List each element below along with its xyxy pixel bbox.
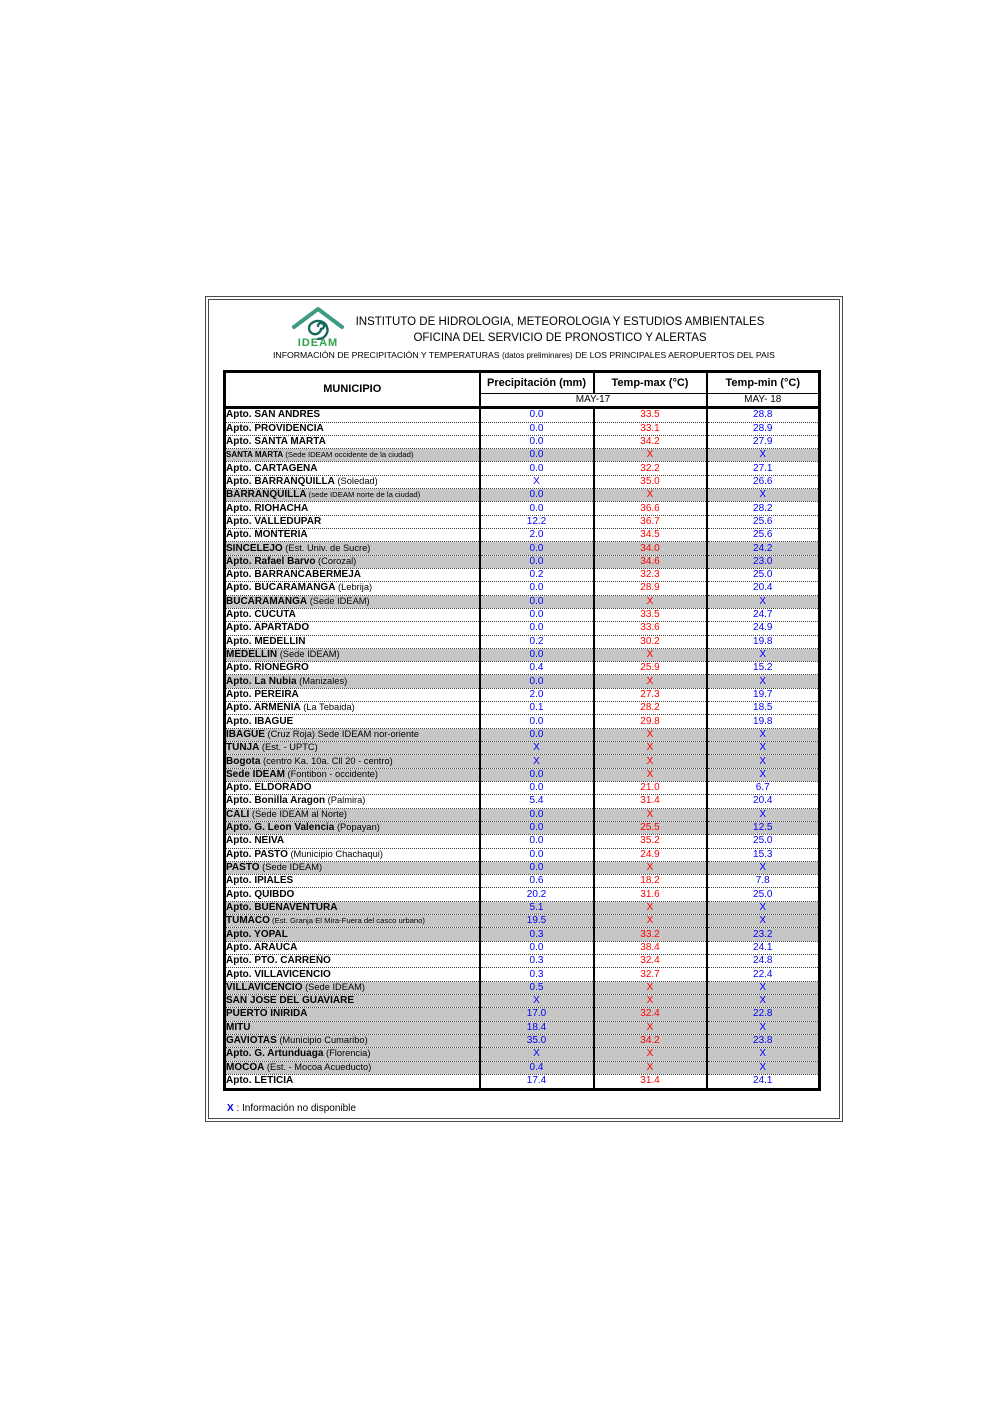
table-row: [225, 994, 820, 1007]
tempmin-value: 28.8: [707, 408, 820, 423]
tempmax-value: 33.5: [594, 608, 707, 621]
municipio-cell: Apto. Rafael Barvo (Corozal): [225, 555, 480, 568]
tempmin-value: X: [707, 755, 820, 768]
municipio-cell: Apto. BARRANCABERMEJA: [225, 568, 480, 581]
precipitacion-value: 17.0: [480, 1008, 594, 1021]
table-row: [225, 875, 820, 888]
tempmax-value: X: [594, 728, 707, 741]
precipitacion-value: 0.0: [480, 648, 594, 661]
municipio-cell: Apto. ELDORADO: [225, 781, 480, 794]
tempmax-value: 31.4: [594, 795, 707, 808]
municipio-cell: Apto. LETICIA: [225, 1074, 480, 1089]
tempmin-value: 19.8: [707, 715, 820, 728]
table-row: [225, 901, 820, 914]
municipio-cell: VILLAVICENCIO (Sede IDEAM): [225, 981, 480, 994]
tempmax-value: 25.5: [594, 821, 707, 834]
column-header-tempmax: Temp-max (°C): [594, 372, 707, 394]
municipio-cell: Apto. MONTERIA: [225, 529, 480, 542]
precipitacion-value: 0.2: [480, 568, 594, 581]
tempmin-value: 7.8: [707, 875, 820, 888]
tempmin-value: X: [707, 742, 820, 755]
table-row: [225, 928, 820, 941]
tempmax-value: 25.9: [594, 662, 707, 675]
tempmax-value: X: [594, 595, 707, 608]
table-row: [225, 1021, 820, 1034]
municipio-cell: Apto. G. Artunduaga (Florencia): [225, 1048, 480, 1061]
tempmin-value: 23.2: [707, 928, 820, 941]
precipitacion-value: 0.4: [480, 662, 594, 675]
precipitacion-value: 35.0: [480, 1034, 594, 1047]
table-row: [225, 821, 820, 834]
tempmin-value: 24.1: [707, 1074, 820, 1089]
tempmin-value: X: [707, 1061, 820, 1074]
document-frame: [205, 296, 843, 1122]
report-subtitle-prefix: INFORMACIÓN DE PRECIPITACIÓN Y TEMPERATURAS: [273, 350, 502, 360]
tempmin-value: 26.6: [707, 475, 820, 488]
tempmax-value: X: [594, 742, 707, 755]
table-row: [225, 981, 820, 994]
precipitacion-value: 0.0: [480, 595, 594, 608]
municipio-cell: BARRANQUILLA (sede IDEAM norte de la ciudad): [225, 489, 480, 502]
weather-table: [223, 370, 821, 1091]
tempmax-value: X: [594, 1021, 707, 1034]
municipio-cell: Apto. MEDELLIN: [225, 635, 480, 648]
precipitacion-value: 0.0: [480, 768, 594, 781]
municipio-cell: Apto. IBAGUE: [225, 715, 480, 728]
precipitacion-value: 19.5: [480, 915, 594, 928]
legend-text: : Información no disponible: [236, 1103, 356, 1114]
precipitacion-value: X: [480, 742, 594, 755]
table-row: [225, 608, 820, 621]
table-row: [225, 702, 820, 715]
tempmax-value: 30.2: [594, 635, 707, 648]
municipio-cell: Apto. YOPAL: [225, 928, 480, 941]
table-row: [225, 502, 820, 515]
table-row: [225, 622, 820, 635]
tempmin-value: 28.9: [707, 422, 820, 435]
ideam-logo: [289, 306, 347, 352]
table-row: [225, 422, 820, 435]
period-may17: MAY-17: [480, 394, 707, 408]
table-row: [225, 1061, 820, 1074]
tempmax-value: X: [594, 1048, 707, 1061]
tempmax-value: 35.0: [594, 475, 707, 488]
table-row: [225, 808, 820, 821]
municipio-cell: Apto. RIONEGRO: [225, 662, 480, 675]
org-title: INSTITUTO DE HIDROLOGIA, METEOROLOGIA Y ESTUDIOS AMBIENTALES: [355, 316, 765, 328]
table-row: [225, 915, 820, 928]
municipio-cell: Apto. APARTADO: [225, 622, 480, 635]
table-row: [225, 795, 820, 808]
tempmin-value: 23.8: [707, 1034, 820, 1047]
tempmin-value: 20.4: [707, 795, 820, 808]
tempmin-value: 22.4: [707, 968, 820, 981]
table-row: [225, 1048, 820, 1061]
precipitacion-value: 0.0: [480, 449, 594, 462]
table-row: [225, 542, 820, 555]
municipio-cell: Apto. IPIALES: [225, 875, 480, 888]
table-row: [225, 888, 820, 901]
precipitacion-value: 0.0: [480, 622, 594, 635]
municipio-cell: GAVIOTAS (Municipio Cumaribo): [225, 1034, 480, 1047]
tempmax-value: 34.0: [594, 542, 707, 555]
precipitacion-value: 0.0: [480, 835, 594, 848]
legend-x-symbol: X: [227, 1103, 234, 1114]
precipitacion-value: 0.0: [480, 941, 594, 954]
municipio-cell: Apto. G. Leon Valencia (Popayan): [225, 821, 480, 834]
municipio-cell: CALI (Sede IDEAM al Norte): [225, 808, 480, 821]
column-header-municipio: MUNICIPIO: [225, 372, 480, 408]
tempmax-value: 28.9: [594, 582, 707, 595]
tempmin-value: 12.5: [707, 821, 820, 834]
table-row: [225, 475, 820, 488]
municipio-cell: Sede IDEAM (Fontibon - occidente): [225, 768, 480, 781]
table-row: [225, 462, 820, 475]
tempmin-value: X: [707, 981, 820, 994]
table-row: [225, 742, 820, 755]
municipio-cell: Apto. VILLAVICENCIO: [225, 968, 480, 981]
municipio-cell: MEDELLIN (Sede IDEAM): [225, 648, 480, 661]
table-row: [225, 968, 820, 981]
precipitacion-value: 5.1: [480, 901, 594, 914]
municipio-cell: Apto. BUCARAMANGA (Lebrija): [225, 582, 480, 595]
tempmin-value: 15.3: [707, 848, 820, 861]
precipitacion-value: 0.0: [480, 542, 594, 555]
tempmin-value: X: [707, 489, 820, 502]
tempmax-value: 29.8: [594, 715, 707, 728]
municipio-cell: Apto. PEREIRA: [225, 688, 480, 701]
tempmin-value: 6.7: [707, 781, 820, 794]
period-may18: MAY- 18: [707, 394, 820, 408]
tempmax-value: 38.4: [594, 941, 707, 954]
tempmax-value: 28.2: [594, 702, 707, 715]
tempmin-value: X: [707, 1021, 820, 1034]
precipitacion-value: 0.4: [480, 1061, 594, 1074]
municipio-cell: TUMACO (Est. Granja El Mira-Fuera del casco urbano): [225, 915, 480, 928]
tempmax-value: 18.2: [594, 875, 707, 888]
table-row: [225, 1008, 820, 1021]
tempmax-value: X: [594, 861, 707, 874]
table-row: [225, 635, 820, 648]
tempmax-value: 32.4: [594, 955, 707, 968]
tempmin-value: 20.4: [707, 582, 820, 595]
precipitacion-value: 17.4: [480, 1074, 594, 1089]
precipitacion-value: 0.0: [480, 675, 594, 688]
precipitacion-value: 2.0: [480, 688, 594, 701]
tempmax-value: 36.7: [594, 515, 707, 528]
precipitacion-value: 0.0: [480, 821, 594, 834]
report-subtitle-paren: (datos preliminares): [501, 351, 573, 360]
precipitacion-value: 0.2: [480, 635, 594, 648]
municipio-cell: Apto. VALLEDUPAR: [225, 515, 480, 528]
tempmin-value: X: [707, 808, 820, 821]
tempmax-value: X: [594, 915, 707, 928]
tempmax-value: 34.6: [594, 555, 707, 568]
table-row: [225, 715, 820, 728]
tempmax-value: 31.6: [594, 888, 707, 901]
municipio-cell: TUNJA (Est. - UPTC): [225, 742, 480, 755]
legend-note: [227, 1103, 356, 1114]
tempmax-value: X: [594, 648, 707, 661]
table-row: [225, 568, 820, 581]
tempmax-value: 34.2: [594, 1034, 707, 1047]
table-row: [225, 595, 820, 608]
municipio-cell: Apto. NEIVA: [225, 835, 480, 848]
precipitacion-value: 0.1: [480, 702, 594, 715]
municipio-cell: Apto. ARAUCA: [225, 941, 480, 954]
table-row: [225, 941, 820, 954]
report-subtitle-suffix: DE LOS PRINCIPALES AEROPUERTOS DEL PAIS: [572, 350, 775, 360]
municipio-cell: Apto. QUIBDO: [225, 888, 480, 901]
tempmax-value: X: [594, 981, 707, 994]
tempmin-value: 24.1: [707, 941, 820, 954]
tempmin-value: X: [707, 728, 820, 741]
tempmin-value: X: [707, 595, 820, 608]
tempmax-value: 32.2: [594, 462, 707, 475]
table-row: [225, 555, 820, 568]
precipitacion-value: 0.3: [480, 968, 594, 981]
tempmax-value: 32.7: [594, 968, 707, 981]
tempmin-value: 24.9: [707, 622, 820, 635]
tempmin-value: X: [707, 449, 820, 462]
tempmin-value: X: [707, 1048, 820, 1061]
tempmax-value: 33.6: [594, 622, 707, 635]
tempmax-value: 34.5: [594, 529, 707, 542]
table-row: [225, 449, 820, 462]
table-row: [225, 582, 820, 595]
precipitacion-value: 5.4: [480, 795, 594, 808]
municipio-cell: Apto. Bonilla Aragon (Palmira): [225, 795, 480, 808]
tempmin-value: 25.6: [707, 529, 820, 542]
tempmin-value: X: [707, 768, 820, 781]
table-row: [225, 861, 820, 874]
tempmax-value: 36.6: [594, 502, 707, 515]
precipitacion-value: 0.6: [480, 875, 594, 888]
precipitacion-value: 0.0: [480, 808, 594, 821]
precipitacion-value: 0.0: [480, 502, 594, 515]
tempmin-value: 24.8: [707, 955, 820, 968]
precipitacion-value: 0.0: [480, 861, 594, 874]
precipitacion-value: X: [480, 1048, 594, 1061]
tempmin-value: 15.2: [707, 662, 820, 675]
tempmin-value: X: [707, 915, 820, 928]
precipitacion-value: X: [480, 475, 594, 488]
tempmin-value: 24.2: [707, 542, 820, 555]
tempmin-value: 27.1: [707, 462, 820, 475]
table-row: [225, 489, 820, 502]
tempmax-value: 32.3: [594, 568, 707, 581]
municipio-cell: PUERTO INIRIDA: [225, 1008, 480, 1021]
tempmin-value: 23.0: [707, 555, 820, 568]
tempmin-value: 25.0: [707, 835, 820, 848]
precipitacion-value: 0.0: [480, 555, 594, 568]
table-row: [225, 835, 820, 848]
table-row: [225, 955, 820, 968]
tempmin-value: 27.9: [707, 435, 820, 448]
table-row: [225, 515, 820, 528]
precipitacion-value: 20.2: [480, 888, 594, 901]
tempmax-value: 21.0: [594, 781, 707, 794]
tempmax-value: X: [594, 1061, 707, 1074]
tempmax-value: 35.2: [594, 835, 707, 848]
municipio-cell: MOCOA (Est. - Mocoa Acueducto): [225, 1061, 480, 1074]
tempmax-value: X: [594, 901, 707, 914]
table-row: [225, 662, 820, 675]
precipitacion-value: 0.0: [480, 435, 594, 448]
municipio-cell: Apto. BUENAVENTURA: [225, 901, 480, 914]
tempmin-value: 24.7: [707, 608, 820, 621]
ideam-logo-text: IDEAM: [297, 337, 339, 349]
tempmin-value: 18.5: [707, 702, 820, 715]
precipitacion-value: X: [480, 755, 594, 768]
municipio-cell: SINCELEJO (Est. Univ. de Sucre): [225, 542, 480, 555]
tempmax-value: 33.2: [594, 928, 707, 941]
table-row: [225, 408, 820, 423]
precipitacion-value: 0.0: [480, 715, 594, 728]
office-title: OFICINA DEL SERVICIO DE PRONOSTICO Y ALERTAS: [413, 332, 707, 344]
table-row: [225, 768, 820, 781]
precipitacion-value: 0.0: [480, 489, 594, 502]
precipitacion-value: 0.3: [480, 928, 594, 941]
tempmin-value: X: [707, 675, 820, 688]
precipitacion-value: 0.0: [529, 409, 544, 421]
table-row: [225, 675, 820, 688]
tempmax-value: X: [594, 489, 707, 502]
tempmin-value: 19.7: [707, 688, 820, 701]
municipio-cell: SAN JOSE DEL GUAVIARE: [225, 994, 480, 1007]
tempmax-value: X: [594, 449, 707, 462]
tempmax-value: 34.2: [594, 435, 707, 448]
tempmax-value: X: [594, 768, 707, 781]
municipio-cell: Apto. CARTAGENA: [225, 462, 480, 475]
tempmax-value: 32.4: [594, 1008, 707, 1021]
table-row: [225, 529, 820, 542]
column-header-tempmin: Temp-min (°C): [707, 372, 820, 394]
municipio-cell: Apto. PASTO (Municipio Chachaqui): [225, 848, 480, 861]
municipio-cell: PASTO (Sede IDEAM): [225, 861, 480, 874]
precipitacion-value: 2.0: [480, 529, 594, 542]
table-row: [225, 648, 820, 661]
tempmin-value: X: [707, 901, 820, 914]
precipitacion-value: 0.0: [480, 608, 594, 621]
precipitacion-value: 0.3: [480, 955, 594, 968]
precipitacion-value: 12.2: [480, 515, 594, 528]
tempmax-value: 33.5: [594, 408, 707, 423]
municipio-cell: Apto. SAN ANDRES: [225, 408, 480, 423]
table-row: [225, 781, 820, 794]
precipitacion-value: X: [480, 994, 594, 1007]
table-row: [225, 435, 820, 448]
table-row: [225, 1074, 820, 1089]
tempmin-value: X: [707, 994, 820, 1007]
municipio-cell: Bogota (centro Ka. 10a. Cll 20 - centro): [225, 755, 480, 768]
tempmax-value: 31.4: [594, 1074, 707, 1089]
precipitacion-value: 0.0: [480, 728, 594, 741]
tempmax-value: X: [594, 808, 707, 821]
municipio-cell: Apto. PTO. CARREÑO: [225, 955, 480, 968]
municipio-cell: Apto. BARRANQUILLA (Soledad): [225, 475, 480, 488]
tempmin-value: 25.6: [707, 515, 820, 528]
municipio-cell: MITU: [225, 1021, 480, 1034]
table-row: [225, 848, 820, 861]
tempmax-value: X: [594, 755, 707, 768]
precipitacion-value: 18.4: [480, 1021, 594, 1034]
tempmin-value: 25.0: [707, 568, 820, 581]
municipio-cell: Apto. SANTA MARTA: [225, 435, 480, 448]
tempmax-value: X: [594, 675, 707, 688]
precipitacion-value: 0.0: [480, 781, 594, 794]
precipitacion-value: 0.0: [480, 462, 594, 475]
precipitacion-value: 0.0: [480, 422, 594, 435]
table-row: [225, 728, 820, 741]
table-header-row: [225, 372, 820, 394]
municipio-cell: Apto. CUCUTA: [225, 608, 480, 621]
tempmax-value: X: [594, 994, 707, 1007]
table-row: [225, 1034, 820, 1047]
tempmin-value: 25.0: [707, 888, 820, 901]
tempmax-value: 24.9: [594, 848, 707, 861]
tempmin-value: 22.8: [707, 1008, 820, 1021]
tempmax-value: 33.1: [594, 422, 707, 435]
municipio-cell: SANTA MARTA (Sede IDEAM occidente de la ciudad): [225, 449, 480, 462]
report-subtitle: [209, 350, 839, 360]
column-header-precipitacion: Precipitación (mm): [480, 372, 594, 394]
municipio-cell: Apto. RIOHACHA: [225, 502, 480, 515]
tempmin-value: 28.2: [707, 502, 820, 515]
municipio-cell: Apto. La Nubia (Manizales): [225, 675, 480, 688]
municipio-cell: IBAGUE (Cruz Roja) Sede IDEAM nor-oriente: [225, 728, 480, 741]
station-rows: [225, 408, 820, 1090]
table-row: [225, 688, 820, 701]
precipitacion-value: 0.0: [480, 582, 594, 595]
tempmin-value: 19.8: [707, 635, 820, 648]
tempmax-value: 27.3: [594, 688, 707, 701]
municipio-cell: BUCARAMANGA (Sede IDEAM): [225, 595, 480, 608]
municipio-cell: Apto. ARMENIA (La Tebaida): [225, 702, 480, 715]
precipitacion-value: 0.5: [480, 981, 594, 994]
tempmin-value: X: [707, 648, 820, 661]
table-row: [225, 755, 820, 768]
municipio-cell: Apto. PROVIDENCIA: [225, 422, 480, 435]
precipitacion-value: 0.0: [480, 848, 594, 861]
tempmin-value: X: [707, 861, 820, 874]
